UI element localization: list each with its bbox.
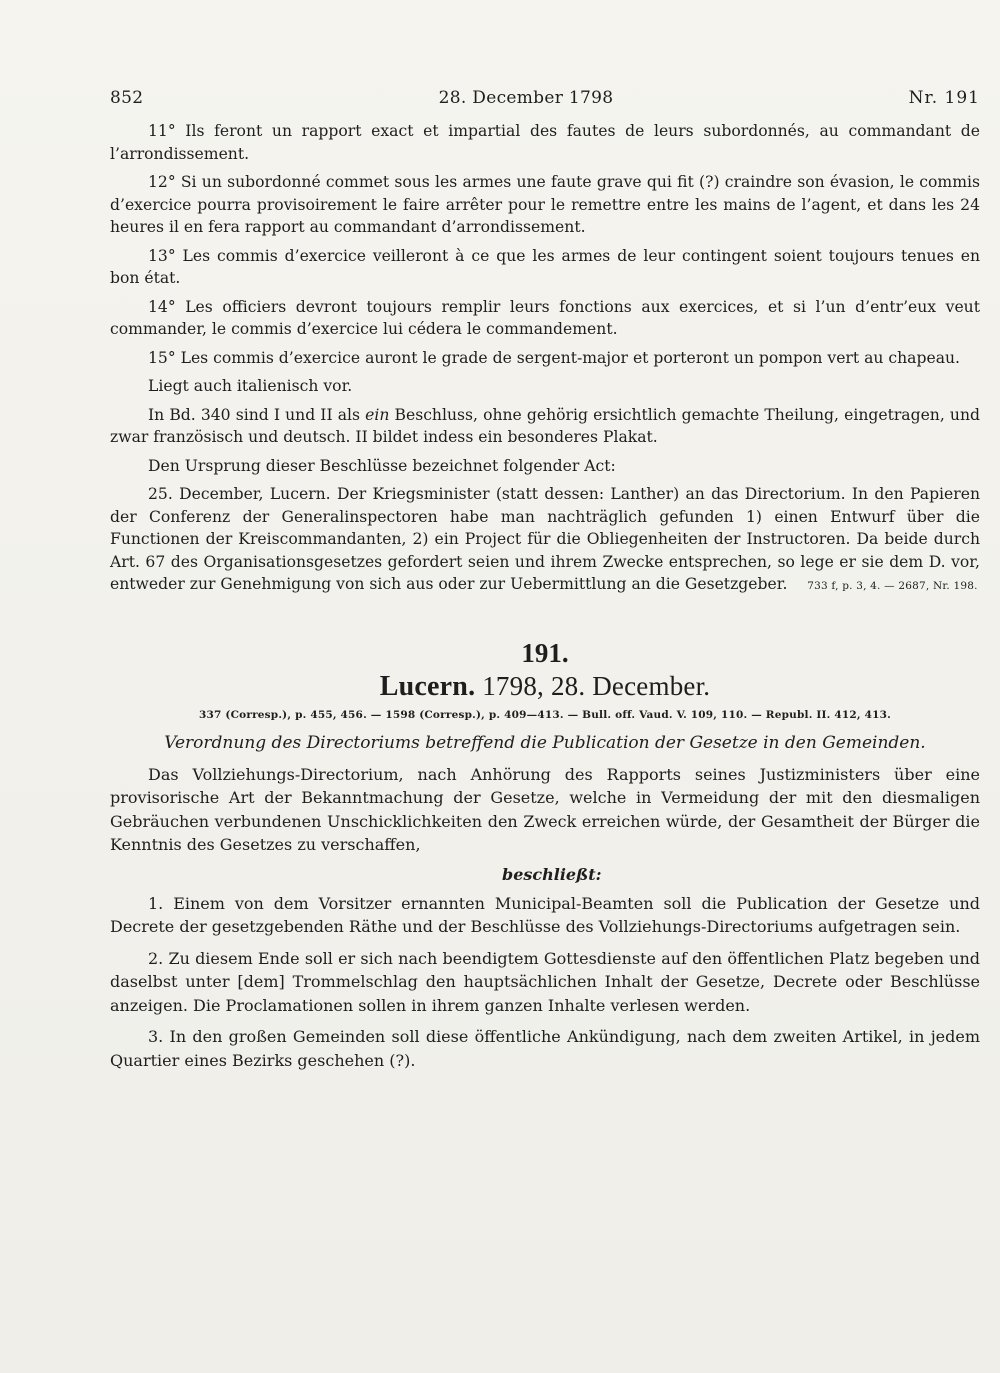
- note-origin: Den Ursprung dieser Beschlüsse bezeichnet folgender Act:: [148, 456, 616, 475]
- page-number: 852: [110, 88, 144, 108]
- note-bd-emphasis: ein: [365, 405, 390, 424]
- running-header: [110, 88, 980, 108]
- document-date: 28. December.: [550, 670, 711, 701]
- document-year: 1798,: [482, 670, 544, 701]
- document-preamble: Das Vollziehungs-Directorium, nach Anhörung des Rapports seines Justizministers über eine provisorische Art der Bekanntmachung der Gesetze, welche in Vermeidung der mit den diesmaligen Gebräuchen verbundenen Unschicklichkeiten den Zweck erreichen würde, der Gesamtheit der Bürger die Kenntnis des Gesetzes zu verschaffen,: [110, 764, 980, 854]
- paragraph-11: 11° Ils feront un rapport exact et impartial des fautes de leurs subordonnés, au commandant de l’arrondissement.: [110, 122, 980, 163]
- article-3: 3. In den großen Gemeinden soll diese öffentliche Ankündigung, nach dem zweiten Artikel, in jedem Quartier eines Bezirks geschehen (?).: [110, 1027, 980, 1070]
- note-bd-post: Beschluss, ohne gehörig ersichtlich gemachte Theilung, eingetragen, und zwar französisch und deutsch. II bildet indess ein besonderes Plakat.: [110, 405, 980, 446]
- document-title: Verordnung des Directoriums betreffend die Publication der Gesetze in den Gemeinden.: [164, 732, 926, 753]
- note-act: [110, 483, 980, 598]
- note-act-ref: 733 f, p. 3, 4. — 2687, Nr. 198.: [807, 580, 978, 592]
- document-resolves: beschließt:: [502, 864, 602, 884]
- article-2: 2. Zu diesem Ende soll er sich nach beendigtem Gottesdienste auf den öffentlichen Platz begeben und daselbst unter [dem] Trommelschlag den hauptsächlichen Inhalt der Gesetze, Decrete oder Beschlüsse anzeigen. Die Proclamationen sollen in ihrem ganzen Inhalte verlesen werden.: [110, 948, 980, 1015]
- header-entry-number: Nr. 191: [908, 88, 980, 108]
- paragraph-15: 15° Les commis d’exercice auront le grade de sergent-major et porteront un pompon vert au chapeau.: [148, 348, 960, 367]
- paragraph-13: 13° Les commis d’exercice veilleront à ce que les armes de leur contingent soient toujours tenues en bon état.: [110, 246, 980, 287]
- note-bd-340: [110, 404, 980, 449]
- paragraph-12: 12° Si un subordonné commet sous les armes une faute grave qui fit (?) craindre son évasion, le commis d’exercice pourra provisoirement le faire arrêter pour le remettre entre les mains de l’agent, et dans les 24 heures il en fera rapport au commandant d’arrondissement.: [110, 173, 980, 236]
- note-act-text: 25. December, Lucern. Der Kriegsminister (statt dessen: Lanther) an das Directorium. In den Papieren der Conferenz der Generalinspectoren habe man nachträglich gefunden 1) einen Entwurf über die Functionen der Kreiscommandanten, 2) ein Project für die Obliegenheiten der Instructoren. Da beide durch Art. 67 des Organisationsgesetzes gefordert seien und ihrem Zwecke entsprechen, so lege er sie dem D. vor, entweder zur Genehmigung von sich aus oder zur Uebermittlung an die Gesetzgeber.: [110, 485, 980, 593]
- document-number: 191.: [521, 637, 569, 668]
- paragraph-14: 14° Les officiers devront toujours remplir leurs fonctions aux exercices, et si l’un d’entr’eux veut commander, le commis d’exercice lui cédera le commandement.: [110, 297, 980, 338]
- article-1: 1. Einem von dem Vorsitzer ernannten Municipal-Beamten soll die Publication der Gesetze und Decrete der gesetzgebenden Räthe und der Beschlüsse des Vollziehungs-Directoriums aufgetragen sein.: [110, 893, 980, 936]
- note-italian: Liegt auch italienisch vor.: [148, 377, 353, 395]
- document-dateline: [110, 671, 980, 703]
- document-references: 337 (Corresp.), p. 455, 456. — 1598 (Corresp.), p. 409—413. — Bull. off. Vaud. V. 109, 110. — Republ. II. 412, 413.: [199, 708, 891, 721]
- note-bd-pre: In Bd. 340 sind I und II als: [148, 405, 366, 424]
- document-place: Lucern.: [379, 670, 476, 702]
- header-date: 28. December 1798: [438, 88, 614, 108]
